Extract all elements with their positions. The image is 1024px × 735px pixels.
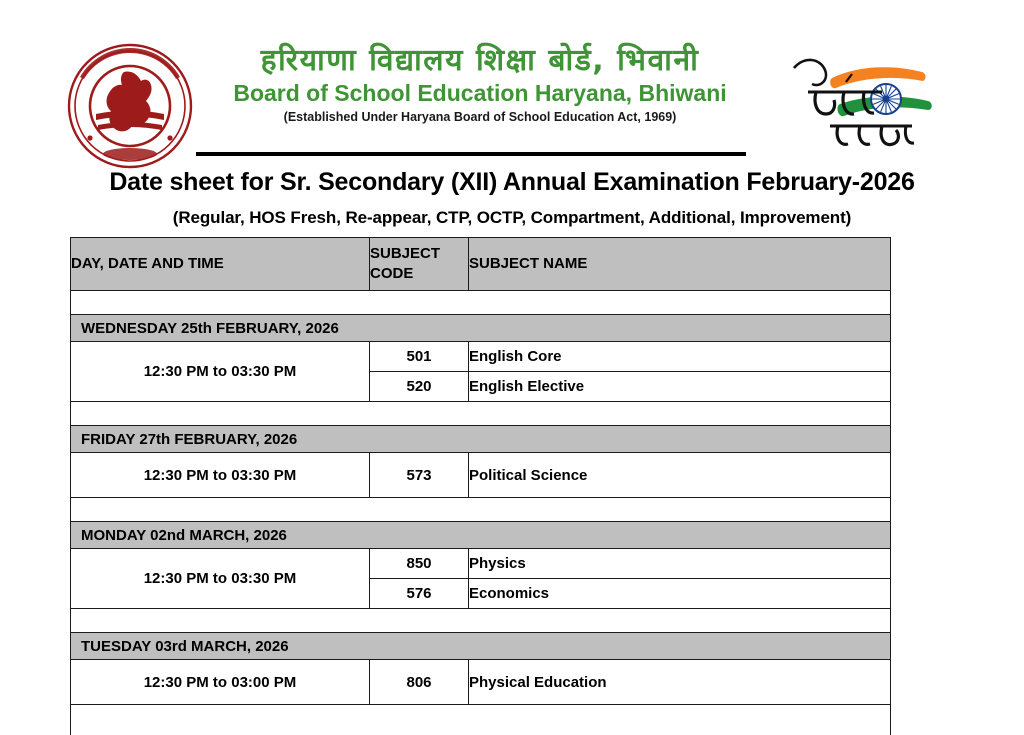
page-masthead bbox=[0, 0, 1024, 140]
exam-time-cell: 12:30 PM to 03:00 PM bbox=[71, 660, 370, 705]
exam-time-cell: 12:30 PM to 03:30 PM bbox=[71, 342, 370, 402]
clipped-spacer-cell bbox=[71, 705, 891, 735]
vande-mataram-tricolor-icon bbox=[786, 52, 946, 148]
column-header-subject-code-line1: SUBJECT bbox=[370, 245, 440, 262]
subject-name-cell: Physical Education bbox=[469, 660, 891, 705]
subject-name-cell: Political Science bbox=[469, 453, 891, 498]
exam-date-label: FRIDAY 27th FEBRUARY, 2026 bbox=[71, 426, 891, 453]
page-title: Date sheet for Sr. Secondary (XII) Annual Examination February-2026 bbox=[0, 168, 1024, 197]
date-sheet-body bbox=[71, 291, 891, 735]
spacer-row bbox=[71, 291, 891, 315]
subject-code-cell: 576 bbox=[370, 579, 469, 609]
subject-name-cell: English Core bbox=[469, 342, 891, 372]
header-divider-rule bbox=[196, 152, 746, 156]
table-row bbox=[71, 453, 891, 498]
exam-time-cell: 12:30 PM to 03:30 PM bbox=[71, 453, 370, 498]
table-row bbox=[71, 660, 891, 705]
board-established-line: (Established Under Haryana Board of School Education Act, 1969) bbox=[200, 110, 760, 124]
spacer-row bbox=[71, 609, 891, 633]
board-title-hindi: हरियाणा विद्यालय शिक्षा बोर्ड, भिवानी bbox=[200, 44, 760, 79]
column-header-subject-code-line2: CODE bbox=[370, 265, 413, 282]
subject-name-cell: Economics bbox=[469, 579, 891, 609]
subject-code-cell: 850 bbox=[370, 549, 469, 579]
exam-date-row bbox=[71, 522, 891, 549]
subject-code-cell: 573 bbox=[370, 453, 469, 498]
column-header-subject-code bbox=[370, 238, 469, 291]
subject-code-cell: 501 bbox=[370, 342, 469, 372]
board-title-english: Board of School Education Haryana, Bhiwani bbox=[200, 80, 760, 106]
exam-date-label: WEDNESDAY 25th FEBRUARY, 2026 bbox=[71, 315, 891, 342]
table-row bbox=[71, 549, 891, 579]
spacer-row bbox=[71, 498, 891, 522]
exam-date-label: MONDAY 02nd MARCH, 2026 bbox=[71, 522, 891, 549]
subject-code-cell: 806 bbox=[370, 660, 469, 705]
column-header-subject-name: SUBJECT NAME bbox=[469, 238, 891, 291]
exam-date-row bbox=[71, 426, 891, 453]
haryana-board-seal-icon bbox=[66, 42, 194, 170]
table-header-row bbox=[71, 238, 891, 291]
spacer-cell bbox=[71, 402, 891, 426]
exam-date-row bbox=[71, 315, 891, 342]
subject-name-cell: English Elective bbox=[469, 372, 891, 402]
spacer-row bbox=[71, 402, 891, 426]
spacer-cell bbox=[71, 291, 891, 315]
clipped-spacer-row bbox=[71, 705, 891, 735]
exam-time-cell: 12:30 PM to 03:30 PM bbox=[71, 549, 370, 609]
date-sheet-table bbox=[70, 237, 891, 735]
subject-code-cell: 520 bbox=[370, 372, 469, 402]
board-title-block bbox=[200, 44, 760, 124]
spacer-cell bbox=[71, 498, 891, 522]
table-row bbox=[71, 342, 891, 372]
page-subtitle: (Regular, HOS Fresh, Re-appear, CTP, OCTP, Compartment, Additional, Improvement) bbox=[0, 208, 1024, 228]
exam-date-label: TUESDAY 03rd MARCH, 2026 bbox=[71, 633, 891, 660]
spacer-cell bbox=[71, 609, 891, 633]
exam-date-row bbox=[71, 633, 891, 660]
column-header-day-date-time: DAY, DATE AND TIME bbox=[71, 238, 370, 291]
subject-name-cell: Physics bbox=[469, 549, 891, 579]
